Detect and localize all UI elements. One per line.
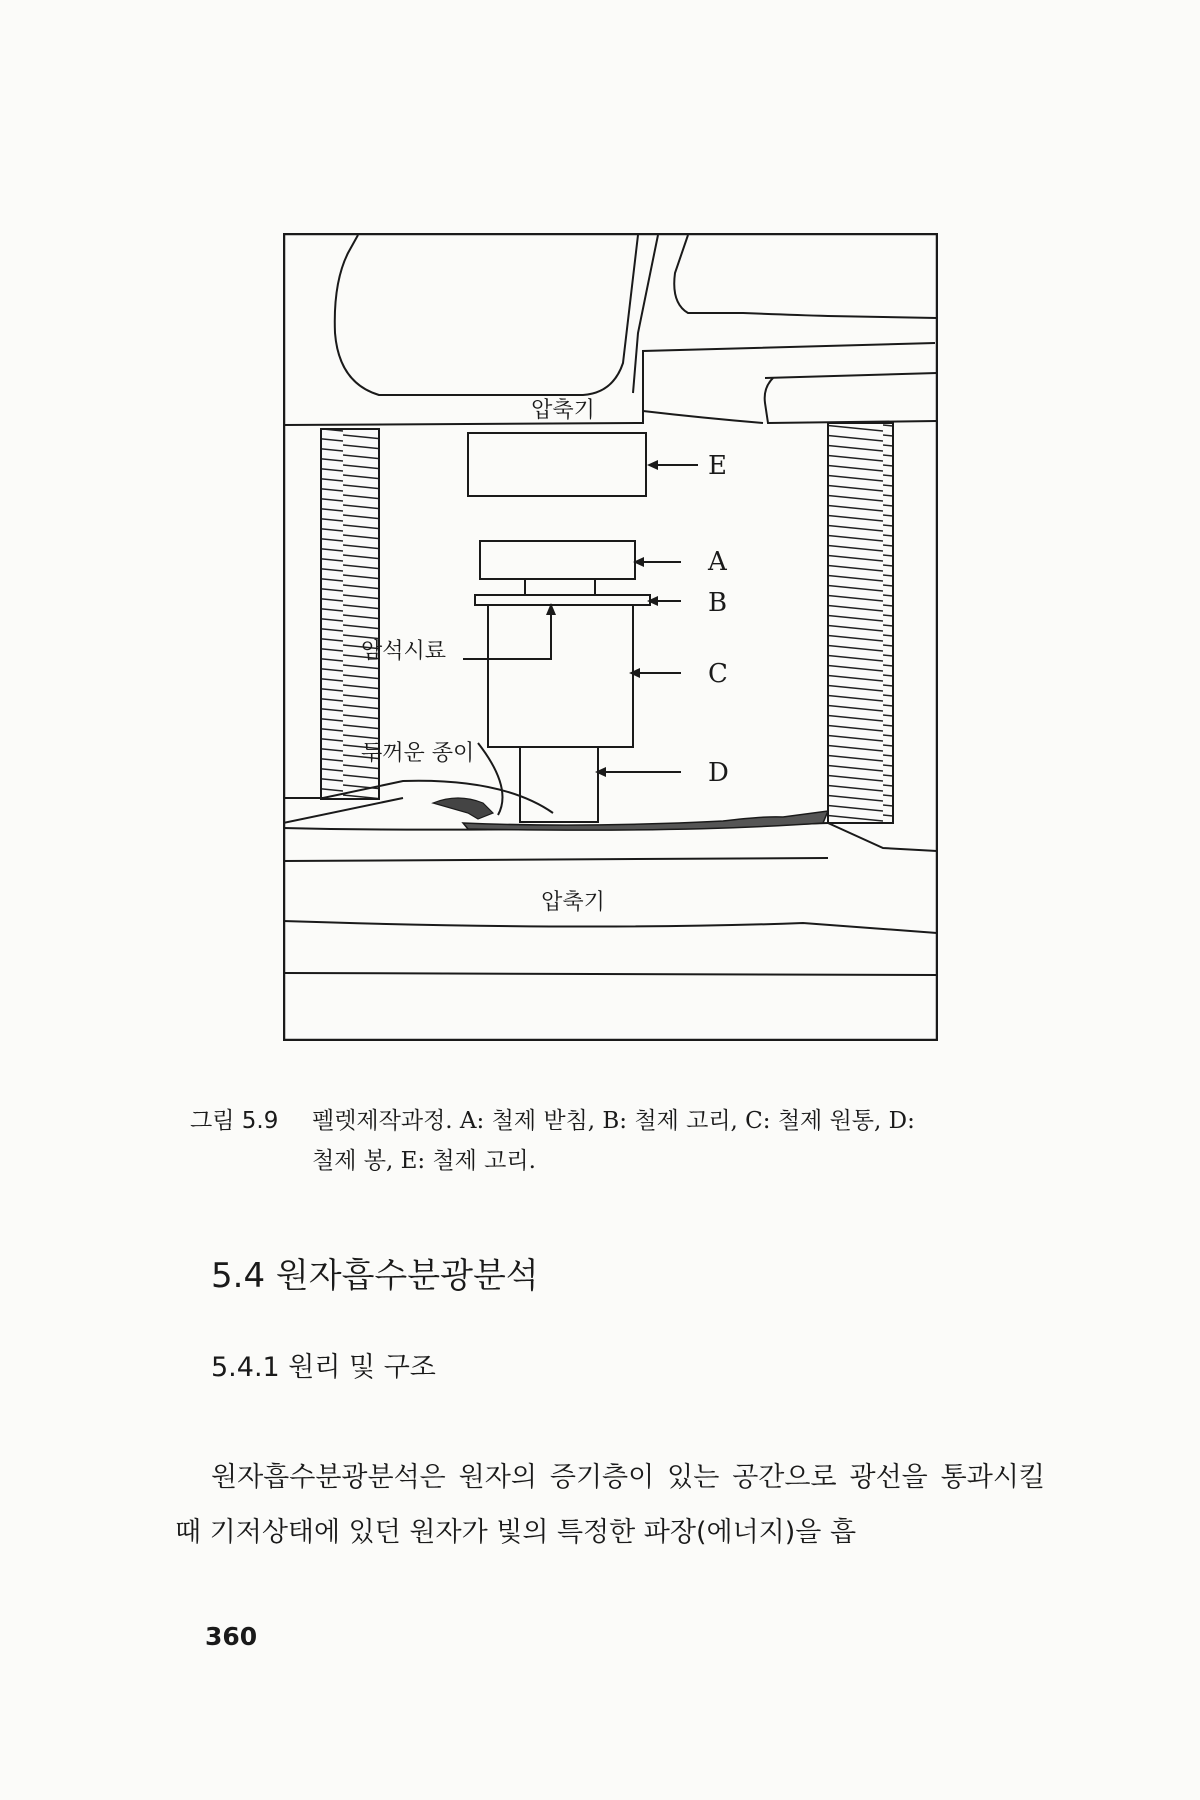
page-number: 360	[205, 1622, 258, 1651]
part-a-stub	[525, 579, 595, 595]
label-b: B	[708, 588, 728, 618]
pellet-press-diagram	[283, 233, 938, 1041]
label-rock-sample: 암석시료	[361, 639, 447, 664]
label-press-bottom: 압축기	[541, 890, 605, 915]
figure-caption	[190, 1101, 1050, 1181]
part-e-ring	[468, 433, 646, 496]
body-paragraph: 원자흡수분광분석은 원자의 증기층이 있는 공간으로 광선을 통과시킬 때 기저상태에 있던 원자가 빛의 특정한 파장(에너지)을 흡	[175, 1462, 1045, 1548]
part-d-rod	[520, 747, 598, 822]
part-a-base	[480, 541, 635, 579]
section-title: 5.4 원자흡수분광분석	[211, 1256, 539, 1296]
part-b-ring	[475, 595, 650, 605]
label-e: E	[708, 451, 727, 481]
part-c-cylinder	[488, 605, 633, 747]
pellet-press-figure	[283, 233, 938, 1041]
label-thick-paper: 두꺼운 종이	[361, 741, 475, 766]
label-c: C	[708, 659, 728, 689]
caption-line-1	[190, 1101, 1050, 1141]
label-d: D	[708, 758, 729, 788]
label-a: A	[708, 547, 727, 577]
label-press-top: 압축기	[531, 398, 595, 423]
subsection-title: 5.4.1 원리 및 구조	[211, 1352, 436, 1383]
caption-line-2: 철제 봉, E: 철제 고리.	[312, 1148, 536, 1174]
caption-text-1: 펠렛제작과정. A: 철제 받침, B: 철제 고리, C: 철제 원통, D:	[312, 1108, 915, 1134]
caption-number: 그림 5.9	[190, 1108, 279, 1134]
right-screw	[828, 423, 893, 823]
